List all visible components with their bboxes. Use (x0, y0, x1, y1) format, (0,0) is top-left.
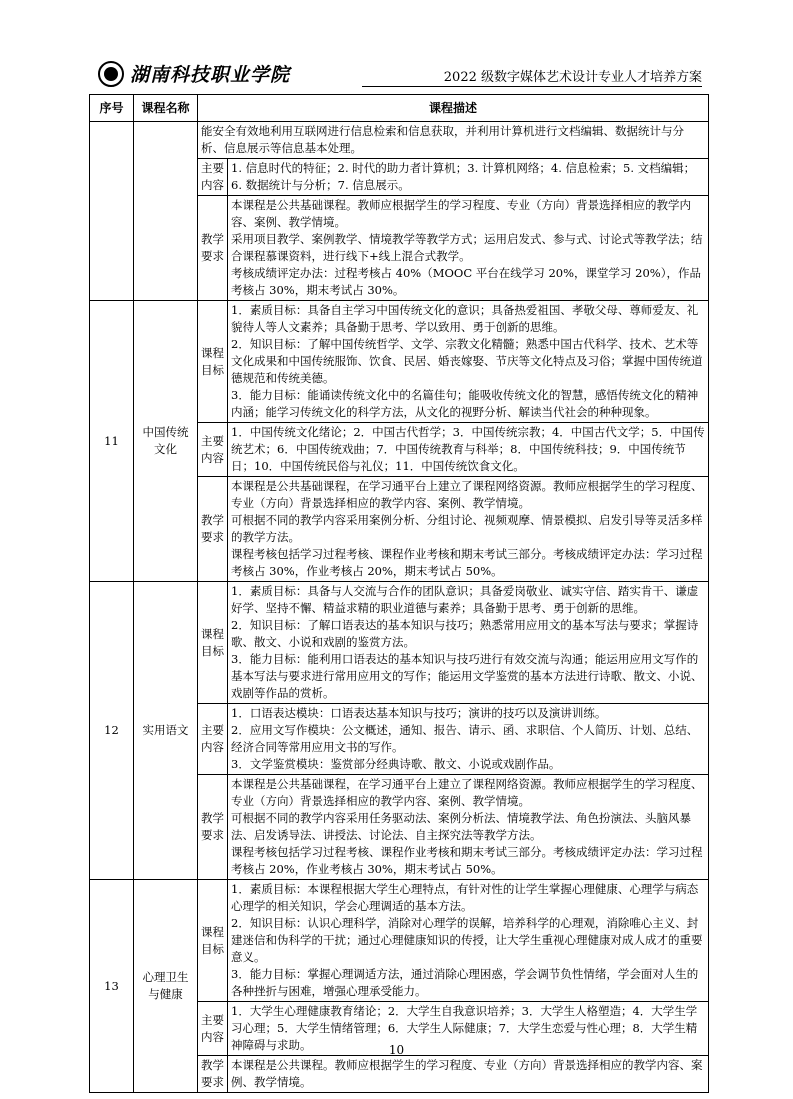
description-line: 2．知识目标：了解中国传统哲学、文学、宗教文化精髓；熟悉中国古代科学、技术、艺术等文化成果和中国传统服饰、饮食、民居、婚丧嫁娶、节庆等文化特点及习俗；掌握中国传统道德规范和传统美德。 (231, 337, 703, 385)
description-line: 1．口语表达模块：口语表达基本知识与技巧；演讲的技巧以及演讲训练。 (231, 706, 607, 720)
school-seal-icon (98, 61, 124, 87)
description-line: 2．应用文写作模块：公文概述，通知、报告、请示、函、求职信、个人简历、计划、总结、经济合同等常用应用文书的写作。 (231, 723, 699, 754)
description-line: 本课程是公共课程。教师应根据学生的学习程度、专业（方向）背景选择相应的教学内容、案例、教学情境。 (231, 1058, 703, 1089)
course-description (228, 1056, 709, 1093)
section-label: 教学要求 (198, 775, 228, 880)
description-line: 考核成绩评定办法：过程考核占 40%（MOOC 平台在线学习 20%，课堂学习 20%），作品考核占 30%，期末考试占 30%。 (231, 266, 701, 297)
header-rule (362, 86, 702, 87)
description-line: 本课程是公共基础课程。教师应根据学生的学习程度、专业（方向）背景选择相应的教学内容、案例、教学情境。 (231, 198, 691, 229)
course-description (228, 477, 709, 582)
school-logo (98, 60, 290, 87)
section-label: 主要内容 (198, 423, 228, 477)
table-row (90, 582, 709, 704)
section-label: 教学要求 (198, 477, 228, 582)
description-line: 1．素质目标：具备与人交流与合作的团队意识；具备爱岗敬业、诚实守信、踏实肯干、谦虚好学、坚持不懈、精益求精的职业道德与素养；具备勤于思考、勇于创新的思维。 (231, 584, 699, 615)
school-name: 湖南科技职业学院 (130, 64, 291, 86)
col-header-name: 课程名称 (134, 95, 198, 122)
description-line: 可根据不同的教学内容采用任务驱动法、案例分析法、情境教学法、角色扮演法、头脑风暴法、启发诱导法、讲授法、讨论法、自主探究法等教学方法。 (231, 811, 691, 842)
course-name: 心理卫生与健康 (134, 880, 198, 1093)
description-line: 本课程是公共基础课程，在学习通平台上建立了课程网络资源。教师应根据学生的学习程度、专业（方向）背景选择相应的教学内容、案例、教学情境。 (231, 777, 703, 808)
description-line: 3．文学鉴赏模块：鉴赏部分经典诗歌、散文、小说或戏剧作品。 (231, 757, 561, 771)
course-description (228, 704, 709, 775)
description-line: 本课程是公共基础课程，在学习通平台上建立了课程网络资源。教师应根据学生的学习程度、专业（方向）背景选择相应的教学内容、案例、教学情境。 (231, 479, 703, 510)
course-description (228, 159, 709, 196)
course-description (228, 775, 709, 880)
description-line: 3．能力目标：能利用口语表达的基本知识与技巧进行有效交流与沟通；能运用应用文写作的基本写法与要求进行常用应用文的写作；能运用文学鉴赏的基本方法进行诗歌、散文、小说、戏剧等作品的赏析。 (231, 652, 703, 700)
section-label: 教学要求 (198, 1056, 228, 1093)
table-row (90, 122, 709, 159)
course-name: 实用语文 (134, 582, 198, 880)
description-line: 2．知识目标：认识心理科学，消除对心理学的误解，培养科学的心理观，消除唯心主义、封建迷信和伪科学的干扰；通过心理健康知识的传授，让大学生重视心理健康对成人成才的重要意义。 (231, 916, 703, 964)
course-name: 中国传统文化 (134, 301, 198, 582)
table-row (90, 880, 709, 1002)
course-number: 13 (90, 880, 134, 1093)
section-label: 课程目标 (198, 582, 228, 704)
section-label: 主要内容 (198, 704, 228, 775)
empty-num-cell (90, 122, 134, 301)
course-description (228, 423, 709, 477)
course-description (198, 122, 709, 159)
section-label: 主要内容 (198, 1002, 228, 1056)
course-description (228, 196, 709, 301)
description-line: 3．能力目标：掌握心理调适方法，通过消除心理困惑，学会调节负性情绪，学会面对人生的各种挫折与困难，增强心理承受能力。 (231, 967, 699, 998)
section-label: 课程目标 (198, 880, 228, 1002)
document-title: 2022 级数字媒体艺术设计专业人才培养方案 (443, 70, 702, 85)
section-label: 主要内容 (198, 159, 228, 196)
description-line: 3．能力目标：能诵读传统文化中的名篇佳句；能吸收传统文化的智慧，感悟传统文化的精神内涵；能学习传统文化的科学方法，从文化的视野分析、解读当代社会的种种现象。 (231, 388, 699, 419)
table-row (90, 301, 709, 423)
section-label: 教学要求 (198, 196, 228, 301)
course-description (228, 301, 709, 423)
section-label: 课程目标 (198, 301, 228, 423)
description-line: 1．中国传统文化绪论；2．中国古代哲学；3．中国传统宗教；4．中国古代文学；5．中国传统艺术；6．中国传统戏曲；7．中国传统教育与科举；8．中国传统科技；9．中国传统节日；10．中国传统民俗与礼仪；11．中国传统饮食文化。 (231, 425, 705, 473)
col-header-desc: 课程描述 (198, 95, 709, 122)
course-description (228, 582, 709, 704)
description-line: 采用项目教学、案例教学、情境教学等教学方式；运用启发式、参与式、讨论式等教学法；结合课程慕课资料，进行线下+线上混合式教学。 (231, 232, 703, 263)
empty-name-cell (134, 122, 198, 301)
description-line: 课程考核包括学习过程考核、课程作业考核和期末考试三部分。考核成绩评定办法：学习过程考核占 30%，作业考核占 20%，期末考试占 50%。 (231, 547, 703, 578)
course-number: 12 (90, 582, 134, 880)
course-number: 11 (90, 301, 134, 582)
col-header-num: 序号 (90, 95, 134, 122)
description-line: 可根据不同的教学内容采用案例分析、分组讨论、视频观摩、情景模拟、启发引导等灵活多样的教学方法。 (231, 513, 703, 544)
page-number: 10 (388, 1043, 405, 1057)
description-line: 能安全有效地利用互联网进行信息检索和信息获取，并利用计算机进行文档编辑、数据统计与分析、信息展示等信息基本处理。 (201, 124, 684, 155)
description-line: 1．素质目标：本课程根据大学生心理特点，有针对性的让学生掌握心理健康、心理学与病态心理学的相关知识，学会心理调适的基本方法。 (231, 882, 699, 913)
description-line: 1. 信息时代的特征；2. 时代的助力者计算机；3. 计算机网络；4. 信息检索；5. 文档编辑；6. 数据统计与分析；7. 信息展示。 (231, 161, 696, 192)
description-line: 2．知识目标：了解口语表达的基本知识与技巧；熟悉常用应用文的基本写法与要求；掌握诗歌、散文、小说和戏剧的鉴赏方法。 (231, 618, 699, 649)
course-description (228, 880, 709, 1002)
table-body (90, 122, 709, 1093)
description-line: 1．大学生心理健康教育绪论；2．大学生自我意识培养；3．大学生人格塑造；4．大学生学习心理；5．大学生情绪管理；6．大学生人际健康；7．大学生恋爱与性心理；8．大学生精神障碍与求助。 (231, 1004, 698, 1052)
description-line: 1．素质目标：具备自主学习中国传统文化的意识；具备热爱祖国、孝敬父母、尊师爱友、礼貌待人等人文素养；具备勤于思考、学以致用、勇于创新的思维。 (231, 303, 699, 334)
course-table (89, 94, 709, 1093)
page-header (98, 58, 702, 90)
description-line: 课程考核包括学习过程考核、课程作业考核和期末考试三部分。考核成绩评定办法：学习过程考核占 20%，作业考核占 30%，期末考试占 50%。 (231, 845, 703, 876)
table-header-row (90, 95, 709, 122)
